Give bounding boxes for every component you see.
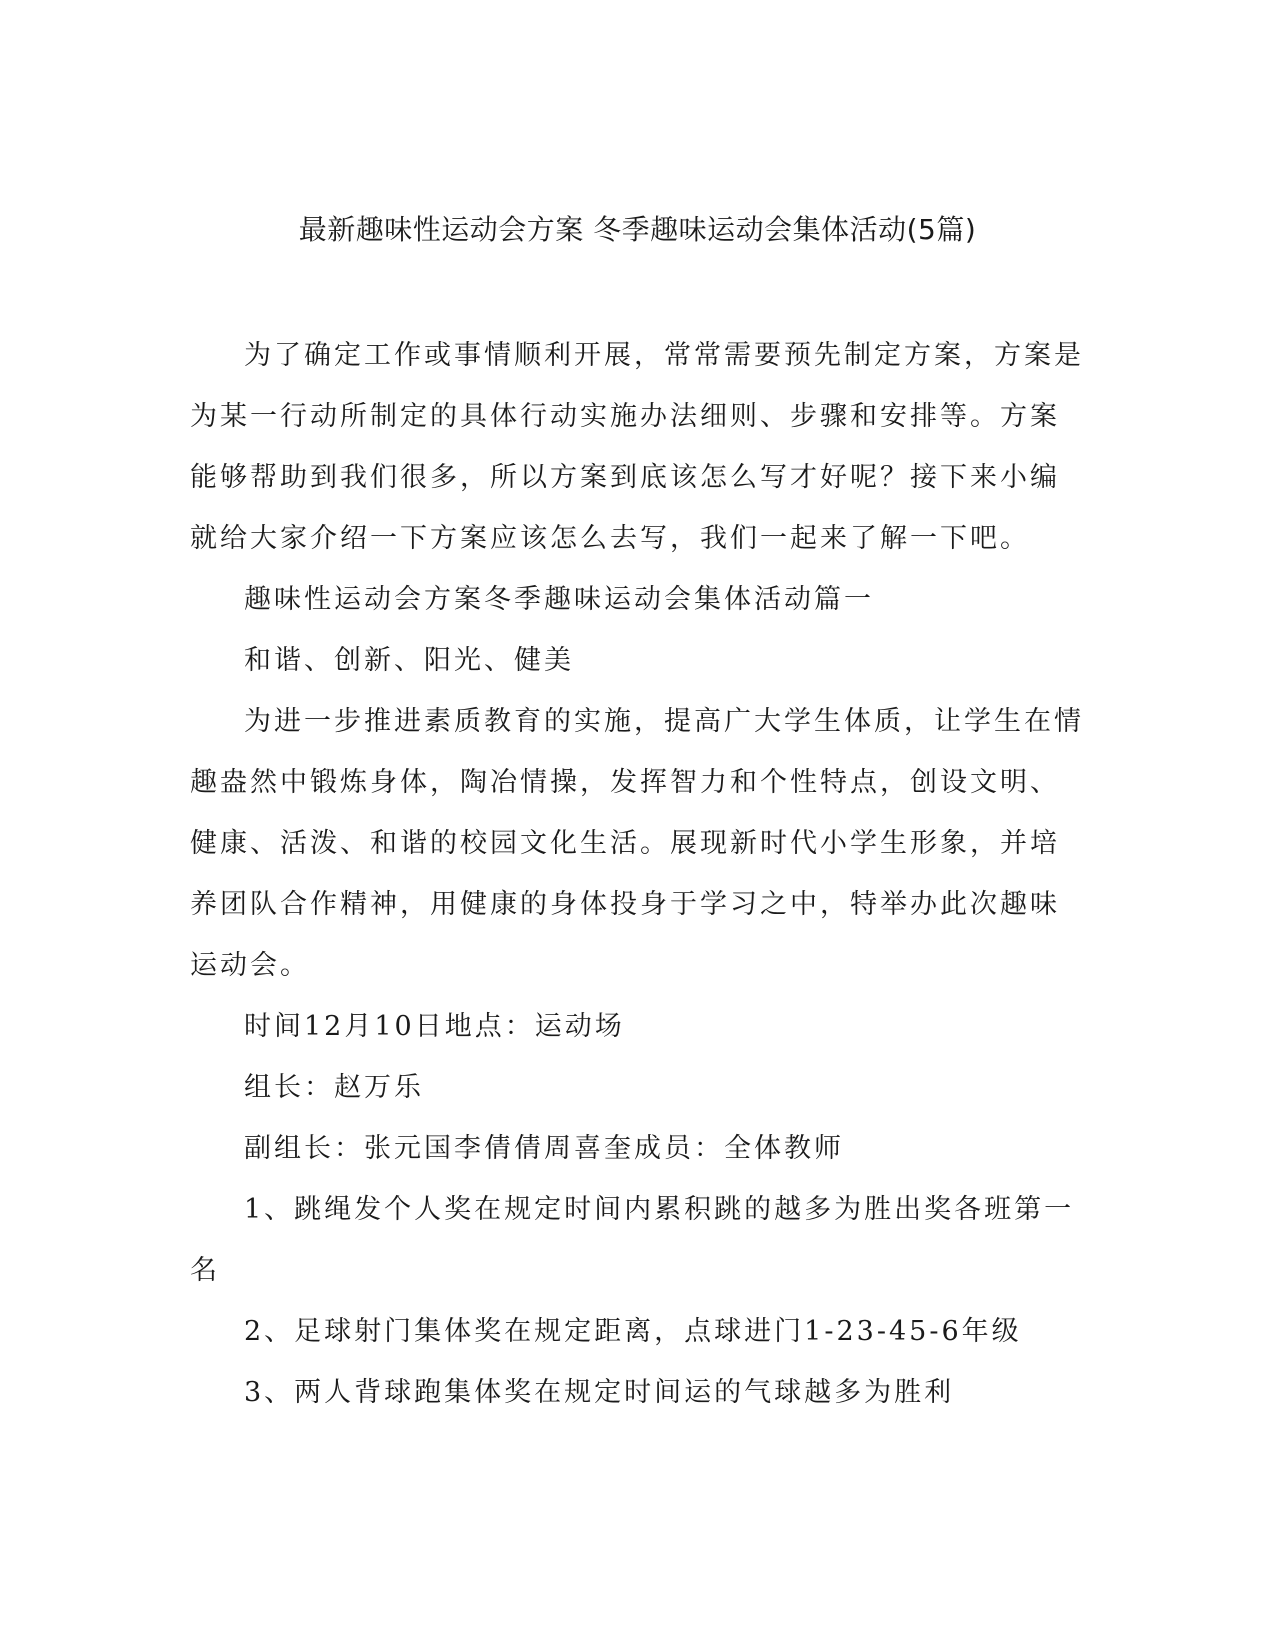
event-item-3: 3、两人背球跑集体奖在规定时间运的气球越多为胜利: [244, 1377, 955, 1408]
deputy-leader-line: 副组长：张元国李倩倩周喜奎成员：全体教师: [244, 1133, 844, 1164]
event-item-1: 1、跳绳发个人奖在规定时间内累积跳的越多为胜出奖各班第一名: [190, 1194, 1075, 1286]
intro-paragraph: 为了确定工作或事情顺利开展，常常需要预先制定方案，方案是为某一行动所制定的具体行动实施办法细则、步骤和安排等。方案能够帮助到我们很多，所以方案到底该怎么写才好呢？接下来小编就给大家介绍一下方案应该怎么去写，我们一起来了解一下吧。: [190, 340, 1084, 554]
document-title: 最新趣味性运动会方案 冬季趣味运动会集体活动(5篇): [298, 213, 977, 246]
time-location-line: 时间12月10日地点：运动场: [244, 1011, 625, 1042]
document-body: [190, 325, 1085, 1423]
theme-line: 和谐、创新、阳光、健美: [244, 645, 574, 676]
section-heading: 趣味性运动会方案冬季趣味运动会集体活动篇一: [244, 584, 874, 615]
purpose-paragraph: 为进一步推进素质教育的实施，提高广大学生体质，让学生在情趣盎然中锻炼身体，陶冶情操，发挥智力和个性特点，创设文明、健康、活泼、和谐的校园文化生活。展现新时代小学生形象，并培养团队合作精神，用健康的身体投身于学习之中，特举办此次趣味运动会。: [190, 706, 1084, 981]
leader-line: 组长：赵万乐: [244, 1072, 424, 1103]
event-item-2: 2、足球射门集体奖在规定距离，点球进门1-23-45-6年级: [244, 1316, 1022, 1347]
